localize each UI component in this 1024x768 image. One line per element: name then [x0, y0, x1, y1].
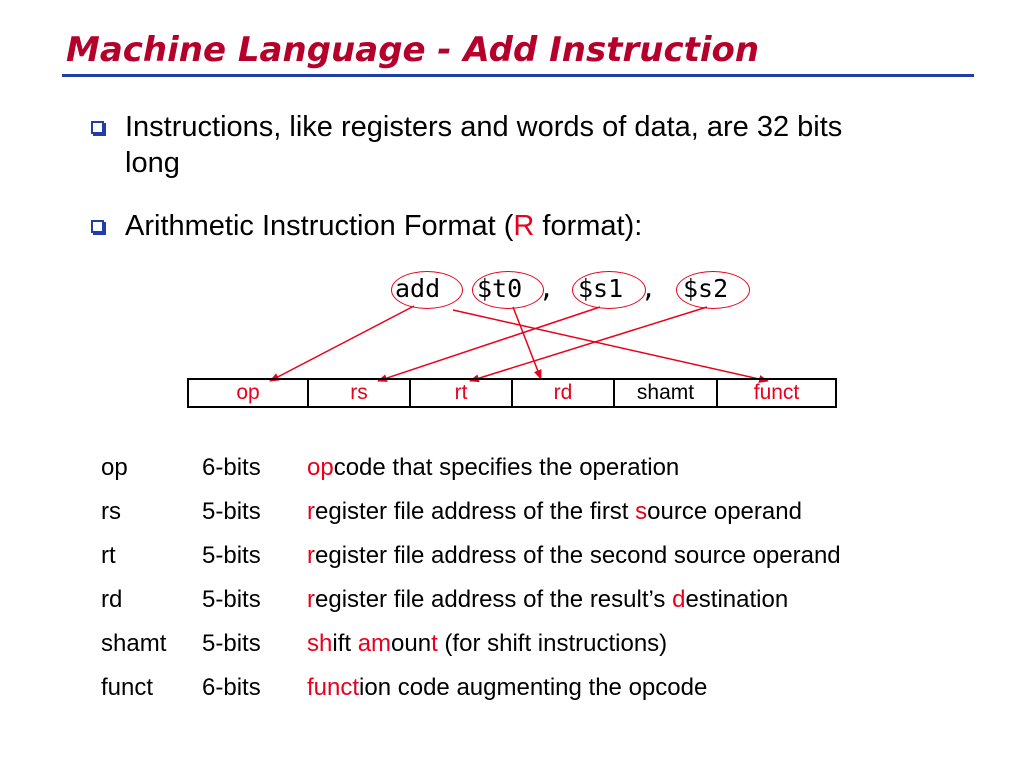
field-description — [307, 490, 841, 534]
arrow-add-to-op — [270, 306, 414, 381]
field-description — [307, 446, 841, 490]
field-row-op — [101, 446, 841, 490]
field-name: shamt — [101, 630, 167, 657]
description-segment: am — [357, 630, 392, 657]
field-bits: 5-bits — [202, 498, 261, 525]
format-field-rt: rt — [410, 379, 512, 407]
field-row-shamt — [101, 622, 841, 666]
field-name: rs — [101, 498, 121, 525]
r-format-row — [188, 379, 836, 407]
format-field-rd: rd — [512, 379, 614, 407]
description-segment: code that specifies the operation — [333, 454, 680, 481]
description-segment: ion code augmenting the opcode — [359, 674, 708, 701]
arrow-add-to-funct — [453, 310, 768, 381]
bullet-2-prefix: Arithmetic Instruction Format ( — [125, 210, 514, 242]
field-bits: 5-bits — [202, 542, 261, 569]
description-segment: ource operand — [647, 498, 802, 525]
slide-title: Machine Language - Add Instruction — [66, 30, 760, 70]
description-segment: d — [672, 586, 686, 613]
field-description — [307, 622, 841, 666]
bullet-1-line-2: long — [125, 147, 180, 179]
instr-s2: $s2 — [683, 274, 729, 303]
description-segment: sh — [307, 630, 333, 657]
instr-s1: $s1 — [578, 274, 624, 303]
description-segment: ift — [332, 630, 358, 657]
field-description-table — [101, 446, 841, 710]
bullet-1-line-1: Instructions, like registers and words of data, are 32 bits — [125, 111, 843, 143]
field-description — [307, 666, 841, 710]
field-bits: 6-bits — [202, 674, 261, 701]
description-segment: r — [307, 498, 315, 525]
field-row-rd — [101, 578, 841, 622]
field-bits: 5-bits — [202, 586, 261, 613]
field-description-rows — [101, 446, 841, 710]
description-segment: t — [431, 630, 438, 657]
field-row-rt — [101, 534, 841, 578]
field-name: rt — [101, 542, 116, 569]
description-segment: funct — [307, 674, 360, 701]
bullet-2-suffix: format): — [534, 210, 643, 242]
r-format-table — [187, 378, 837, 408]
field-name: funct — [101, 674, 154, 701]
arrow-s2-to-rt — [470, 307, 707, 381]
format-field-shamt: shamt — [614, 379, 717, 407]
field-bits: 5-bits — [202, 630, 261, 657]
field-row-funct — [101, 666, 841, 710]
description-segment: s — [635, 498, 648, 525]
description-segment: r — [307, 586, 315, 613]
format-field-op: op — [188, 379, 308, 407]
description-segment: egister file address of the result’s — [315, 586, 673, 613]
description-segment: estination — [685, 586, 789, 613]
field-name: rd — [101, 586, 123, 613]
field-description — [307, 534, 841, 578]
field-description — [307, 578, 841, 622]
bullet-2-r: R — [513, 210, 535, 242]
description-segment: oun — [391, 630, 432, 657]
instr-t0: $t0 — [477, 274, 523, 303]
format-field-rs: rs — [308, 379, 410, 407]
description-segment: egister file address of the second source operand — [315, 542, 841, 569]
instr-comma-1: , — [539, 274, 555, 303]
field-name: op — [101, 454, 128, 481]
description-segment: op — [307, 454, 334, 481]
format-field-funct: funct — [717, 379, 836, 407]
instr-add: add — [395, 274, 441, 303]
description-segment: (for shift instructions) — [437, 630, 668, 657]
instr-comma-2: , — [641, 274, 657, 303]
field-row-rs — [101, 490, 841, 534]
field-bits: 6-bits — [202, 454, 261, 481]
arrow-t0-to-rd — [513, 307, 541, 379]
description-segment: r — [307, 542, 315, 569]
description-segment: egister file address of the first — [315, 498, 636, 525]
